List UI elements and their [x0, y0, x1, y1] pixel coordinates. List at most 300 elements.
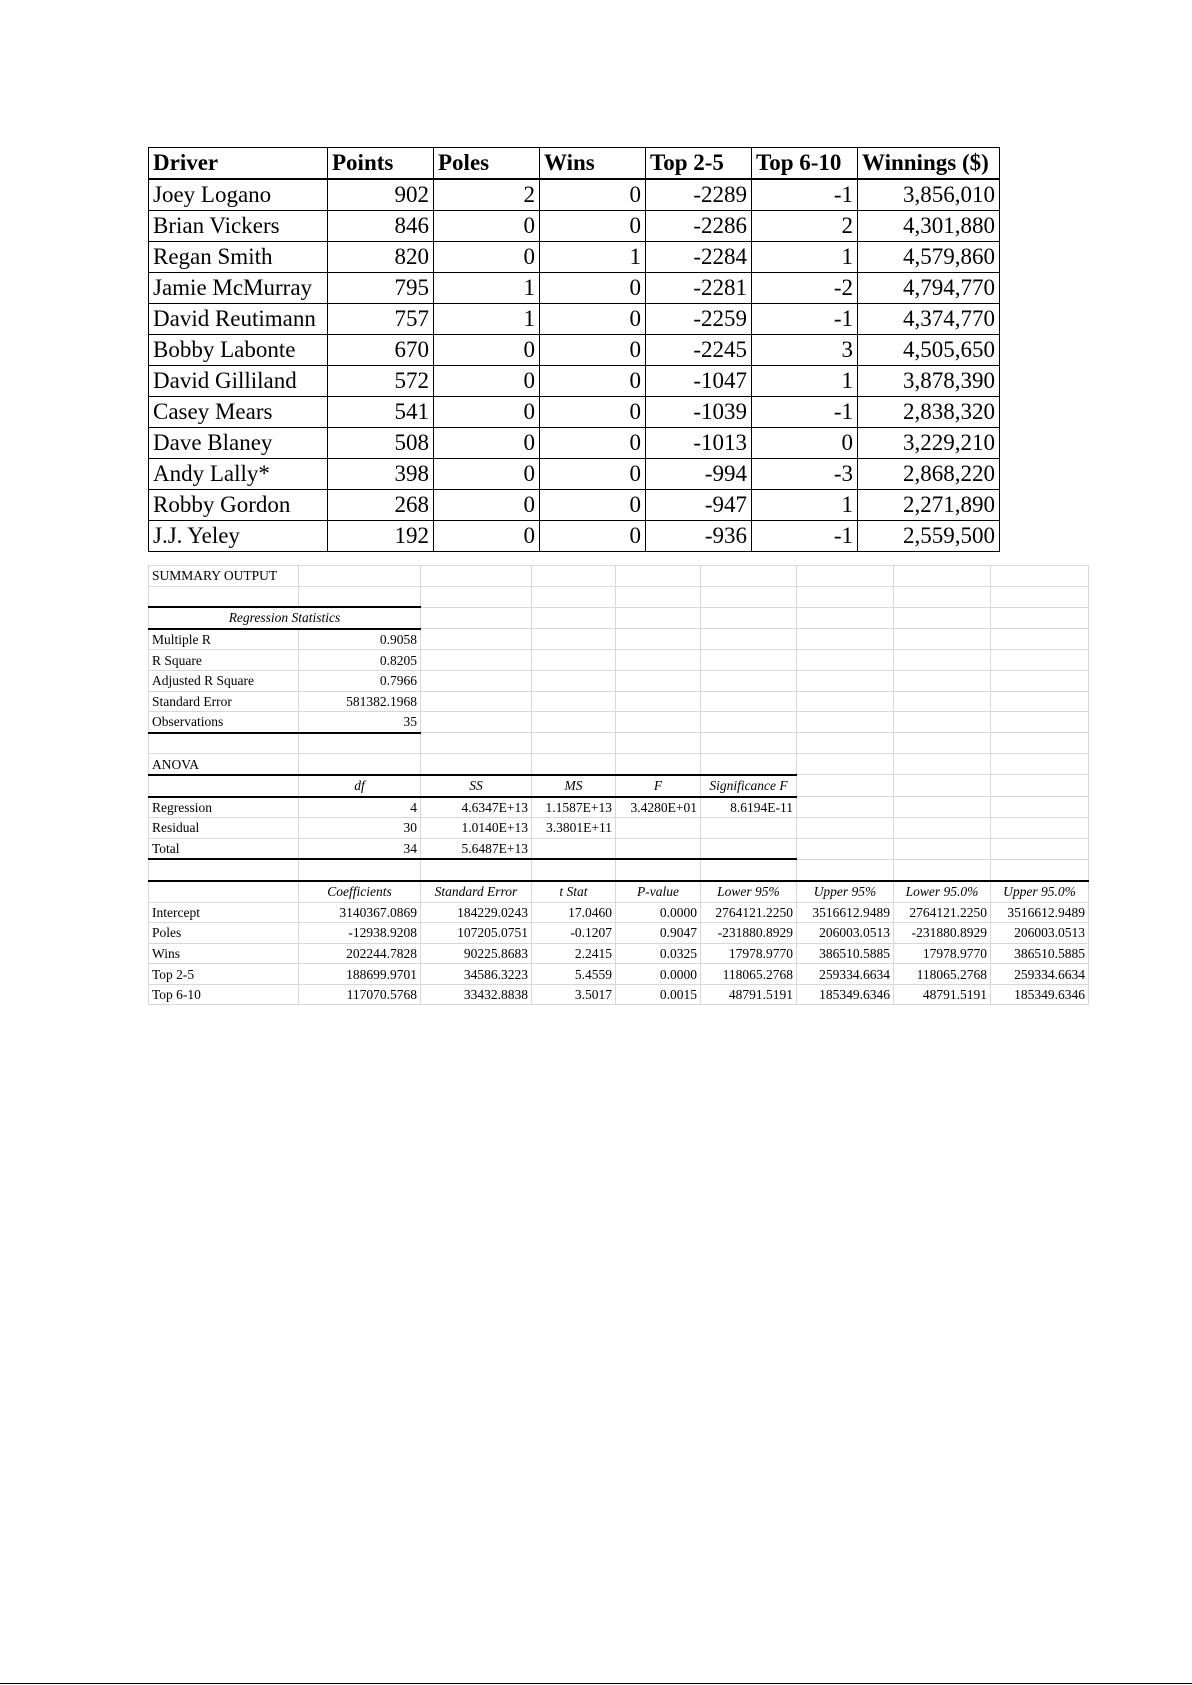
table-row [149, 397, 1000, 428]
table-cell: 386510.5885 [991, 943, 1089, 964]
column-header: Top 6-10 [752, 148, 858, 180]
table-cell: -2284 [646, 242, 752, 273]
table-cell: 0 [540, 179, 646, 211]
table-cell: 0.0000 [616, 964, 701, 985]
table-cell [894, 650, 991, 671]
table-cell: 0 [540, 366, 646, 397]
table-cell [149, 586, 299, 607]
table-cell [991, 754, 1089, 775]
table-cell: 0 [434, 242, 540, 273]
table-cell [991, 607, 1089, 629]
table-cell [701, 629, 797, 650]
table-cell: 117070.5768 [299, 984, 421, 1005]
table-row [149, 586, 1089, 607]
table-cell: 4,374,770 [858, 304, 1000, 335]
table-cell [532, 712, 616, 733]
table-cell: 1 [434, 304, 540, 335]
table-row [149, 148, 1000, 180]
table-cell [701, 754, 797, 775]
table-cell: 17.0460 [532, 902, 616, 923]
table-cell [421, 691, 532, 712]
table-cell [616, 859, 701, 881]
table-cell: 4,505,650 [858, 335, 1000, 366]
table-cell [421, 629, 532, 650]
table-cell [149, 859, 299, 881]
table-cell: 202244.7828 [299, 943, 421, 964]
table-cell: -2259 [646, 304, 752, 335]
table-cell [532, 859, 616, 881]
table-cell: Standard Error [149, 691, 299, 712]
table-cell [532, 838, 616, 859]
table-cell [616, 607, 701, 629]
table-cell: 48791.5191 [701, 984, 797, 1005]
table-cell: Multiple R [149, 629, 299, 650]
table-cell: -2281 [646, 273, 752, 304]
table-cell: Top 6-10 [149, 984, 299, 1005]
column-header: df [299, 775, 421, 797]
table-row [149, 691, 1089, 712]
table-cell: 1 [752, 242, 858, 273]
table-cell [894, 797, 991, 818]
table-cell: 5.4559 [532, 964, 616, 985]
table-cell: J.J. Yeley [149, 521, 328, 552]
table-cell [797, 775, 894, 797]
table-cell: -3 [752, 459, 858, 490]
table-cell [894, 670, 991, 691]
table-cell [701, 670, 797, 691]
table-cell [797, 691, 894, 712]
column-header: Upper 95% [797, 881, 894, 902]
table-cell: Andy Lally* [149, 459, 328, 490]
table-cell: 2764121.2250 [894, 902, 991, 923]
table-cell [701, 566, 797, 587]
table-cell [991, 733, 1089, 754]
table-cell [701, 818, 797, 839]
table-cell: -1047 [646, 366, 752, 397]
table-cell [701, 859, 797, 881]
table-cell [421, 859, 532, 881]
table-cell [701, 691, 797, 712]
table-row [149, 366, 1000, 397]
table-cell: 1 [434, 273, 540, 304]
table-cell: Regan Smith [149, 242, 328, 273]
table-cell [616, 629, 701, 650]
table-cell [299, 754, 421, 775]
column-header: F [616, 775, 701, 797]
table-cell [532, 733, 616, 754]
table-cell [894, 712, 991, 733]
table-cell: 757 [328, 304, 434, 335]
table-cell: 4 [299, 797, 421, 818]
table-cell [991, 712, 1089, 733]
table-cell [991, 670, 1089, 691]
table-cell: 90225.8683 [421, 943, 532, 964]
column-header: Wins [540, 148, 646, 180]
table-cell: -947 [646, 490, 752, 521]
table-cell [421, 712, 532, 733]
table-cell: 192 [328, 521, 434, 552]
table-cell [616, 670, 701, 691]
table-cell: David Gilliland [149, 366, 328, 397]
table-cell: 0.8205 [299, 650, 421, 671]
table-cell [894, 838, 991, 859]
table-cell [616, 754, 701, 775]
table-cell: 3,878,390 [858, 366, 1000, 397]
table-cell: 508 [328, 428, 434, 459]
table-cell: -12938.9208 [299, 923, 421, 944]
table-cell: 2 [434, 179, 540, 211]
table-cell [421, 754, 532, 775]
section-heading: ANOVA [149, 754, 299, 775]
table-row [149, 733, 1089, 754]
table-cell [532, 607, 616, 629]
table-cell [616, 650, 701, 671]
table-cell: -231880.8929 [701, 923, 797, 944]
table-cell [532, 670, 616, 691]
table-cell: Top 2-5 [149, 964, 299, 985]
table-row [149, 881, 1089, 902]
table-cell: 2 [752, 211, 858, 242]
table-cell: 3516612.9489 [991, 902, 1089, 923]
table-cell: -1 [752, 304, 858, 335]
table-cell [421, 607, 532, 629]
table-cell: -936 [646, 521, 752, 552]
table-cell: Poles [149, 923, 299, 944]
table-cell: 2764121.2250 [701, 902, 797, 923]
table-cell [616, 818, 701, 839]
table-cell: 2,838,320 [858, 397, 1000, 428]
table-cell: R Square [149, 650, 299, 671]
table-cell: 0 [540, 304, 646, 335]
table-cell: 0 [434, 428, 540, 459]
table-cell: -231880.8929 [894, 923, 991, 944]
regression-summary-table [148, 565, 1089, 1005]
table-cell: 0 [434, 335, 540, 366]
table-cell: Adjusted R Square [149, 670, 299, 691]
table-cell: 3,229,210 [858, 428, 1000, 459]
table-cell [797, 859, 894, 881]
table-cell: 1 [752, 490, 858, 521]
table-cell [797, 629, 894, 650]
table-cell [616, 691, 701, 712]
table-cell [797, 670, 894, 691]
table-cell: Casey Mears [149, 397, 328, 428]
table-cell [701, 712, 797, 733]
table-cell [894, 775, 991, 797]
table-cell: 0.0325 [616, 943, 701, 964]
column-header: Upper 95.0% [991, 881, 1089, 902]
table-cell [701, 733, 797, 754]
table-row [149, 859, 1089, 881]
table-row [149, 984, 1089, 1005]
table-cell: 259334.6634 [991, 964, 1089, 985]
column-header: Points [328, 148, 434, 180]
table-cell: 572 [328, 366, 434, 397]
table-cell [701, 838, 797, 859]
table-row [149, 838, 1089, 859]
table-cell: 259334.6634 [797, 964, 894, 985]
table-cell: 0.9047 [616, 923, 701, 944]
table-cell [421, 586, 532, 607]
summary-title: SUMMARY OUTPUT [149, 566, 299, 587]
table-row [149, 943, 1089, 964]
table-cell: -994 [646, 459, 752, 490]
table-cell: 3 [752, 335, 858, 366]
table-cell [991, 818, 1089, 839]
table-cell [532, 566, 616, 587]
table-cell: -1039 [646, 397, 752, 428]
table-cell: 184229.0243 [421, 902, 532, 923]
table-cell [991, 691, 1089, 712]
table-cell: 0 [752, 428, 858, 459]
table-cell: 0.9058 [299, 629, 421, 650]
table-cell: 3516612.9489 [797, 902, 894, 923]
table-row [149, 490, 1000, 521]
table-row [149, 566, 1089, 587]
table-row [149, 775, 1089, 797]
column-header: Top 2-5 [646, 148, 752, 180]
table-cell: Jamie McMurray [149, 273, 328, 304]
table-row [149, 754, 1089, 775]
table-cell: 107205.0751 [421, 923, 532, 944]
table-cell [421, 566, 532, 587]
table-cell: 4,794,770 [858, 273, 1000, 304]
table-row [149, 818, 1089, 839]
table-row [149, 179, 1000, 211]
table-row [149, 273, 1000, 304]
table-cell: 118065.2768 [701, 964, 797, 985]
column-header: Significance F [701, 775, 797, 797]
table-cell: 0 [540, 397, 646, 428]
table-cell: 0 [434, 366, 540, 397]
table-cell: 30 [299, 818, 421, 839]
table-cell: 398 [328, 459, 434, 490]
table-cell [421, 733, 532, 754]
section-heading: Regression Statistics [149, 607, 421, 629]
table-cell: 2,868,220 [858, 459, 1000, 490]
table-cell [299, 566, 421, 587]
table-cell [894, 859, 991, 881]
column-header: P-value [616, 881, 701, 902]
column-header: Winnings ($) [858, 148, 1000, 180]
table-cell [532, 629, 616, 650]
column-header: Standard Error [421, 881, 532, 902]
table-cell: Joey Logano [149, 179, 328, 211]
table-cell: 0 [540, 211, 646, 242]
table-cell: -2245 [646, 335, 752, 366]
table-cell [991, 838, 1089, 859]
column-header: Coefficients [299, 881, 421, 902]
table-cell [894, 586, 991, 607]
table-cell [532, 650, 616, 671]
table-cell [701, 607, 797, 629]
table-cell: 185349.6346 [797, 984, 894, 1005]
column-header: SS [421, 775, 532, 797]
drivers-table [148, 147, 1000, 552]
table-cell [797, 586, 894, 607]
table-cell [701, 586, 797, 607]
table-cell [894, 818, 991, 839]
table-cell [797, 733, 894, 754]
table-cell: 0 [540, 273, 646, 304]
table-cell: -1 [752, 521, 858, 552]
table-cell: Robby Gordon [149, 490, 328, 521]
table-cell: 0.7966 [299, 670, 421, 691]
table-cell [532, 691, 616, 712]
table-cell: 0 [434, 211, 540, 242]
table-cell: 0 [434, 397, 540, 428]
table-cell [991, 775, 1089, 797]
table-cell: Regression [149, 797, 299, 818]
table-cell: 386510.5885 [797, 943, 894, 964]
table-cell: 34 [299, 838, 421, 859]
table-cell: 1 [752, 366, 858, 397]
table-cell: 0 [434, 490, 540, 521]
table-row [149, 923, 1089, 944]
table-cell: -2289 [646, 179, 752, 211]
table-cell: Dave Blaney [149, 428, 328, 459]
table-row [149, 335, 1000, 366]
table-cell: 185349.6346 [991, 984, 1089, 1005]
table-cell: Wins [149, 943, 299, 964]
table-cell: 1 [540, 242, 646, 273]
column-header: Lower 95.0% [894, 881, 991, 902]
table-row [149, 242, 1000, 273]
table-cell: 206003.0513 [991, 923, 1089, 944]
table-row [149, 902, 1089, 923]
table-cell: 0 [434, 459, 540, 490]
table-cell: 820 [328, 242, 434, 273]
table-cell: Total [149, 838, 299, 859]
table-cell: 4,301,880 [858, 211, 1000, 242]
table-cell [299, 859, 421, 881]
table-cell [991, 629, 1089, 650]
table-cell: -1013 [646, 428, 752, 459]
table-row [149, 629, 1089, 650]
table-cell: 0 [540, 428, 646, 459]
table-cell: 3140367.0869 [299, 902, 421, 923]
table-cell: -0.1207 [532, 923, 616, 944]
table-row [149, 797, 1089, 818]
table-cell [894, 754, 991, 775]
table-cell [797, 838, 894, 859]
table-cell: 3.5017 [532, 984, 616, 1005]
table-cell: Brian Vickers [149, 211, 328, 242]
table-cell [797, 797, 894, 818]
table-cell: 0 [540, 335, 646, 366]
column-header: t Stat [532, 881, 616, 902]
table-cell [797, 650, 894, 671]
table-cell: 581382.1968 [299, 691, 421, 712]
table-row [149, 459, 1000, 490]
table-cell: Observations [149, 712, 299, 733]
table-cell [797, 712, 894, 733]
table-cell [299, 586, 421, 607]
column-header [149, 775, 299, 797]
table-cell: 4,579,860 [858, 242, 1000, 273]
table-cell: 17978.9770 [894, 943, 991, 964]
table-cell [991, 586, 1089, 607]
table-cell [894, 691, 991, 712]
table-row [149, 670, 1089, 691]
table-cell: 0 [434, 521, 540, 552]
table-cell: 2,559,500 [858, 521, 1000, 552]
table-cell [797, 607, 894, 629]
table-cell: 795 [328, 273, 434, 304]
table-row [149, 712, 1089, 733]
table-cell: 33432.8838 [421, 984, 532, 1005]
table-cell: 206003.0513 [797, 923, 894, 944]
table-cell: 3.4280E+01 [616, 797, 701, 818]
table-cell [991, 797, 1089, 818]
table-cell: 118065.2768 [894, 964, 991, 985]
table-cell [149, 733, 299, 754]
table-cell: 8.6194E-11 [701, 797, 797, 818]
table-cell: 268 [328, 490, 434, 521]
table-cell: 2,271,890 [858, 490, 1000, 521]
table-cell: 0.0015 [616, 984, 701, 1005]
table-cell [894, 607, 991, 629]
table-cell: 4.6347E+13 [421, 797, 532, 818]
table-cell: 670 [328, 335, 434, 366]
table-cell: 0 [540, 490, 646, 521]
table-cell: 1.0140E+13 [421, 818, 532, 839]
table-cell: 902 [328, 179, 434, 211]
table-cell [991, 650, 1089, 671]
table-cell: 0.0000 [616, 902, 701, 923]
table-cell [616, 733, 701, 754]
table-cell [991, 566, 1089, 587]
table-cell: 541 [328, 397, 434, 428]
page-bottom-rule [0, 1683, 1192, 1684]
table-cell [797, 818, 894, 839]
table-cell [532, 586, 616, 607]
table-cell [894, 566, 991, 587]
table-row [149, 607, 1089, 629]
table-cell: 0 [540, 459, 646, 490]
table-cell [616, 712, 701, 733]
table-cell: 3,856,010 [858, 179, 1000, 211]
table-cell: 1.1587E+13 [532, 797, 616, 818]
table-cell: 48791.5191 [894, 984, 991, 1005]
table-cell: 35 [299, 712, 421, 733]
table-cell [894, 629, 991, 650]
table-cell: -2286 [646, 211, 752, 242]
table-cell: 0 [540, 521, 646, 552]
table-cell [991, 859, 1089, 881]
table-cell: 846 [328, 211, 434, 242]
table-cell: 5.6487E+13 [421, 838, 532, 859]
table-cell: Intercept [149, 902, 299, 923]
table-cell [421, 670, 532, 691]
table-cell [532, 754, 616, 775]
table-cell [894, 733, 991, 754]
table-cell: David Reutimann [149, 304, 328, 335]
table-cell: 188699.9701 [299, 964, 421, 985]
column-header: Lower 95% [701, 881, 797, 902]
column-header: MS [532, 775, 616, 797]
table-cell [797, 566, 894, 587]
table-cell [616, 566, 701, 587]
table-cell: -1 [752, 397, 858, 428]
table-cell [616, 586, 701, 607]
column-header: Poles [434, 148, 540, 180]
table-row [149, 211, 1000, 242]
table-row [149, 304, 1000, 335]
table-cell [616, 838, 701, 859]
column-header [149, 881, 299, 902]
column-header: Driver [149, 148, 328, 180]
